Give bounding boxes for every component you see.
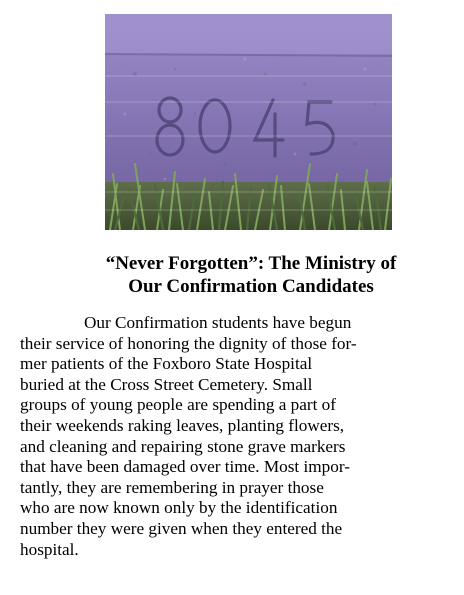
grave-marker-photo — [105, 14, 392, 230]
body-line: tantly, they are remembering in prayer those — [20, 477, 324, 497]
article-body — [20, 313, 452, 560]
title-line-1: “Never Forgotten”: The Ministry of — [105, 253, 397, 274]
body-line: Our Confirmation students have begun — [84, 313, 352, 332]
article-title — [30, 252, 464, 298]
body-line: mer patients of the Foxboro State Hospital — [20, 354, 313, 374]
body-line: their weekends raking leaves, planting flowers, — [20, 415, 345, 435]
body-line: number they were given when they entered the — [20, 518, 343, 538]
body-line: groups of young people are spending a part of — [20, 395, 336, 415]
body-line: buried at the Cross Street Cemetery. Small — [20, 374, 313, 394]
body-line: who are now known only by the identification — [20, 498, 338, 518]
body-line: their service of honoring the dignity of those for- — [20, 333, 357, 353]
body-line: that have been damaged over time. Most impor- — [20, 457, 350, 477]
title-line-2: Our Confirmation Candidates — [128, 276, 374, 297]
body-line: and cleaning and repairing stone grave markers — [20, 436, 346, 456]
body-line: hospital. — [20, 539, 79, 559]
